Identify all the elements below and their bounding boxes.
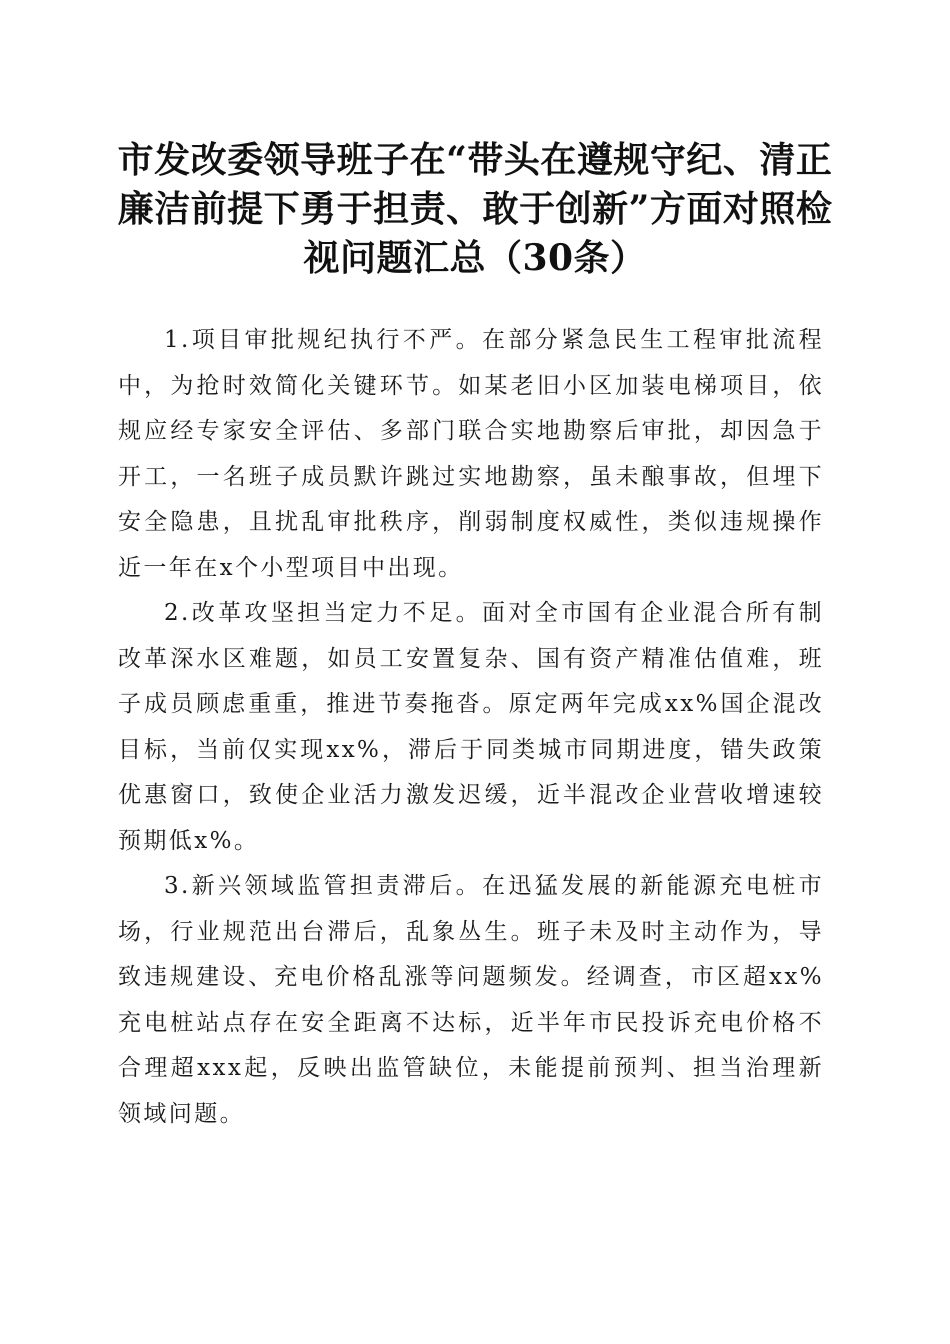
paragraph-1: 1.项目审批规纪执行不严。在部分紧急民生工程审批流程中，为抢时效简化关键环节。如某老旧小区加装电梯项目，依规应经专家安全评估、多部门联合实地勘察后审批，却因急于开工，一名班子成员默许跳过实地勘察，虽未酿事故，但埋下安全隐患，且扰乱审批秩序，削弱制度权威性，类似违规操作近一年在x个小型项目中出现。 bbox=[118, 327, 824, 581]
document-title: 市发改委领导班子在“带头在遵规守纪、清正廉洁前提下勇于担责、敢于创新”方面对照检视问题汇总（30条） bbox=[117, 139, 833, 279]
paragraph-3: 3.新兴领域监管担责滞后。在迅猛发展的新能源充电桩市场，行业规范出台滞后，乱象丛生。班子未及时主动作为，导致违规建设、充电价格乱涨等问题频发。经调查，市区超xx%充电桩站点存在安全距离不达标，近半年市民投诉充电价格不合理超xxx起，反映出监管缺位，未能提前预判、担当治理新领域问题。 bbox=[118, 873, 824, 1127]
paragraph-2: 2.改革攻坚担当定力不足。面对全市国有企业混合所有制改革深水区难题，如员工安置复杂、国有资产精准估值难，班子成员顾虑重重，推进节奏拖沓。原定两年完成xx%国企混改目标，当前仅实现xx%，滞后于同类城市同期进度，错失政策优惠窗口，致使企业活力激发迟缓，近半混改企业营收增速较预期低x%。 bbox=[118, 600, 824, 854]
document-body bbox=[118, 318, 824, 1137]
